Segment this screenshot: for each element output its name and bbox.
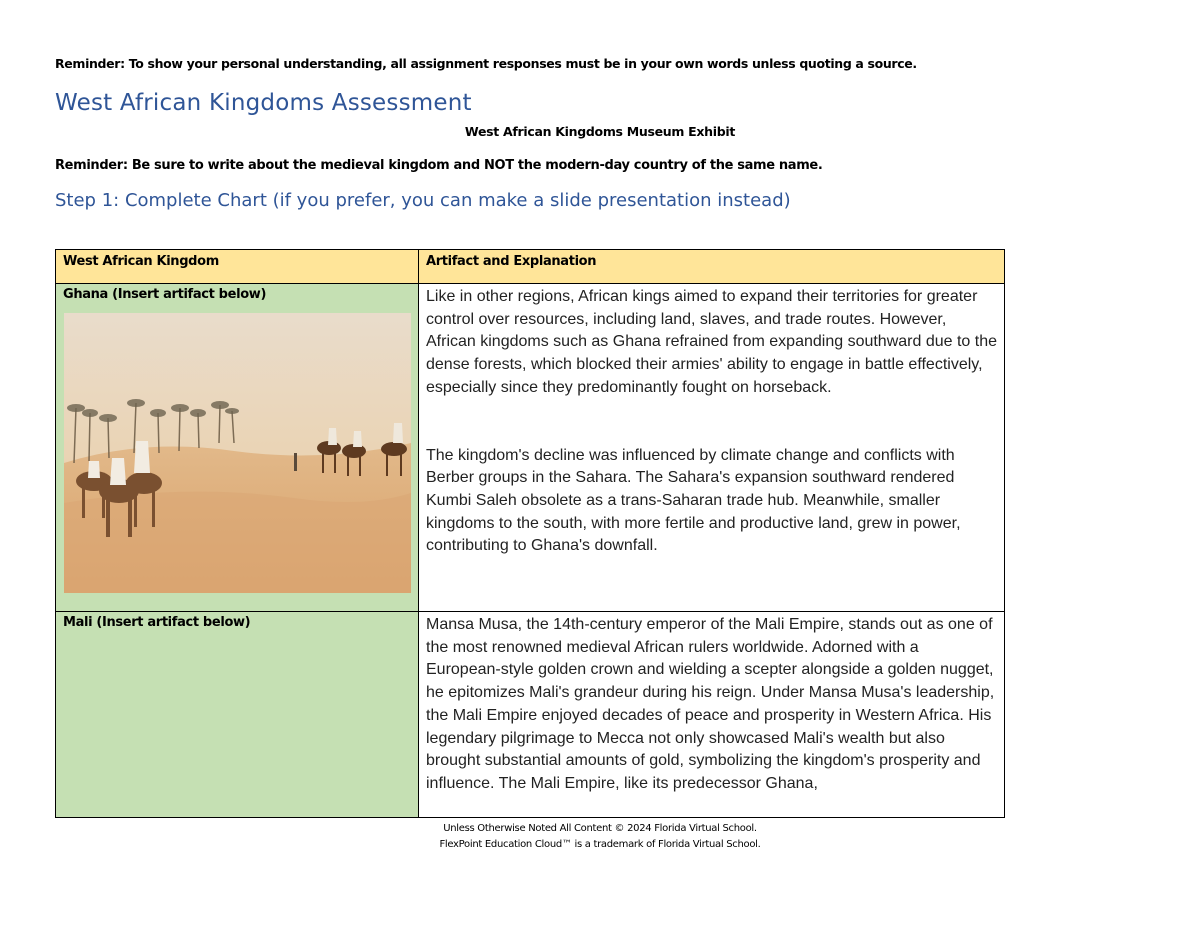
mali-explanation-cell [419, 612, 1005, 818]
page-footer [0, 821, 1200, 853]
footer-copyright: Unless Otherwise Noted All Content © 2024 Florida Virtual School. [443, 823, 757, 834]
mali-label-cell [56, 612, 419, 818]
page-title: West African Kingdoms Assessment [55, 90, 472, 116]
desert-caravan-image [64, 313, 411, 593]
step1-heading: Step 1: Complete Chart (if you prefer, you can make a slide presentation instead) [55, 190, 791, 211]
ghana-paragraph-2: The kingdom's decline was influenced by climate change and conflicts with Berber groups in the Sahara. The Sahara's expansion southward rendered Kumbi Saleh obsolete as a trans-Saharan trade hub. Meanwhile, smaller kingdoms to the south, with more fertile and productive land, grew in power, contributing to Ghana's downfall. [426, 446, 961, 555]
reminder-own-words: Reminder: To show your personal understanding, all assignment responses must be in your own words unless quoting a source. [55, 56, 917, 71]
mali-label: Mali (Insert artifact below) [63, 615, 251, 630]
header-cell-kingdom [56, 250, 419, 284]
footer-trademark: FlexPoint Education Cloud™ is a trademark of Florida Virtual School. [439, 839, 761, 850]
mali-explanation [419, 612, 1004, 817]
ghana-explanation-cell [419, 284, 1005, 612]
reminder-medieval: Reminder: Be sure to write about the medieval kingdom and NOT the modern-day country of the same name. [55, 158, 823, 173]
table-header-row [56, 250, 1005, 284]
ghana-label: Ghana (Insert artifact below) [63, 287, 267, 302]
mali-paragraph-1: Mansa Musa, the 14th-century emperor of the Mali Empire, stands out as one of the most renowned medieval African rulers worldwide. Adorned with a European-style golden crown and wielding a scepter alongside a golden nugget, he epitomizes Mali's grandeur during his reign. Under Mansa Musa's leadership, the Mali Empire enjoyed decades of peace and prosperity in Western Africa. His legendary pilgrimage to Mecca not only showcased Mali's wealth but also brought substantial amounts of gold, symbolizing the kingdom's prosperity and influence. The Mali Empire, like its predecessor Ghana, [426, 616, 995, 792]
ghana-explanation [419, 284, 1004, 558]
header-cell-artifact [419, 250, 1005, 284]
ghana-paragraph-1: Like in other regions, African kings aimed to expand their territories for greater control over resources, including land, slaves, and trade routes. However, African kingdoms such as Ghana refrained from expanding southward due to the dense forests, which blocked their armies' ability to engage in battle effectively, especially since they predominantly fought on horseback. [426, 288, 997, 396]
header-artifact-label: Artifact and Explanation [426, 254, 597, 269]
header-kingdom-label: West African Kingdom [63, 254, 219, 269]
kingdom-chart [55, 249, 1005, 818]
paragraph-spacer [426, 400, 997, 445]
table-row-mali [56, 612, 1005, 818]
table-row-ghana [56, 284, 1005, 612]
ghana-label-cell [56, 284, 419, 612]
exhibit-subtitle: West African Kingdoms Museum Exhibit [464, 124, 736, 139]
